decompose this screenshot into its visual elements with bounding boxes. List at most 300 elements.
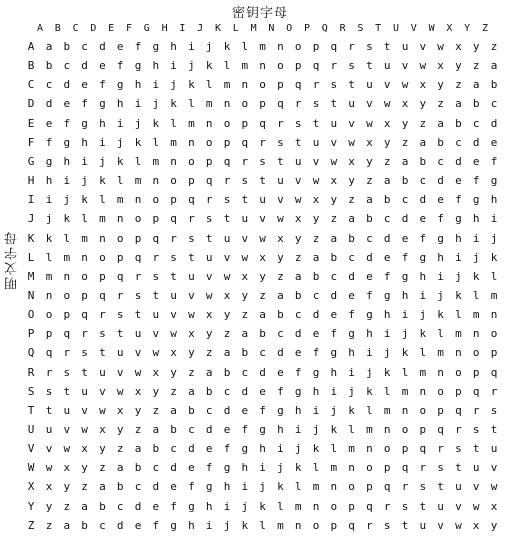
cipher-cell: e: [383, 250, 391, 264]
cipher-cell: r: [259, 135, 266, 149]
cipher-cell: u: [277, 174, 284, 188]
cipher-cell: b: [294, 288, 302, 302]
cipher-cell: f: [437, 212, 444, 226]
cipher-cell: g: [419, 250, 427, 264]
cipher-cell: h: [241, 461, 249, 475]
cipher-cell: d: [152, 480, 160, 494]
cipher-cell: y: [152, 384, 160, 398]
cipher-cell: c: [116, 499, 124, 513]
cipher-cell: w: [81, 423, 88, 436]
cipher-cell: a: [170, 403, 177, 417]
cipher-cell: y: [63, 480, 71, 494]
cipher-cell: i: [294, 423, 302, 436]
cipher-cell: u: [188, 269, 195, 283]
key-letter-i: I: [179, 23, 186, 34]
cipher-cell: c: [152, 461, 160, 475]
cipher-cell: h: [348, 346, 355, 360]
cipher-cell: j: [437, 288, 444, 302]
cipher-cell: y: [170, 365, 177, 379]
cipher-cell: c: [294, 308, 302, 322]
cipher-cell: b: [437, 135, 444, 149]
cipher-cell: c: [383, 212, 391, 226]
cipher-cell: k: [419, 327, 427, 341]
cipher-cell: f: [366, 288, 373, 302]
cipher-cell: g: [134, 59, 142, 73]
cipher-cell: b: [330, 250, 338, 264]
cipher-cell: k: [205, 59, 213, 73]
cipher-cell: u: [472, 461, 480, 475]
cipher-cell: i: [241, 480, 249, 494]
cipher-cell: p: [401, 442, 409, 456]
cipher-cell: f: [383, 269, 391, 283]
cipher-cell: b: [152, 442, 160, 456]
cipher-cell: p: [277, 78, 284, 92]
plain-letter-l: L: [27, 250, 35, 264]
cipher-cell: m: [99, 212, 106, 226]
cipher-cell: m: [294, 499, 302, 513]
cipher-cell: a: [241, 327, 249, 341]
cipher-cell: p: [81, 288, 88, 302]
cipher-cell: q: [330, 40, 338, 53]
cipher-cell: e: [259, 384, 266, 398]
key-letter-t: T: [375, 23, 382, 34]
cipher-cell: n: [205, 116, 213, 130]
cipher-cell: a: [472, 78, 480, 92]
cipher-cell: l: [259, 518, 266, 532]
cipher-cell: v: [45, 442, 53, 456]
cipher-cell: b: [419, 154, 427, 168]
key-letter-v: V: [410, 23, 417, 34]
cipher-cell: h: [277, 423, 284, 436]
cipher-cell: s: [63, 365, 71, 379]
cipher-cell: t: [134, 308, 142, 322]
cipher-cell: n: [241, 78, 249, 92]
cipher-cell: j: [348, 384, 355, 398]
cipher-cell: p: [63, 308, 71, 322]
cipher-cell: b: [259, 327, 266, 341]
cipher-cell: w: [63, 442, 71, 456]
cipher-cell: o: [366, 461, 373, 475]
cipher-cell: c: [223, 384, 231, 398]
cipher-cell: k: [294, 461, 302, 475]
cipher-cell: m: [366, 423, 373, 436]
cipher-cell: g: [99, 97, 106, 111]
cipher-cell: x: [472, 518, 480, 532]
cipher-cell: z: [259, 288, 266, 302]
cipher-cell: x: [241, 269, 249, 283]
cipher-cell: z: [401, 135, 409, 149]
cipher-cell: p: [241, 116, 249, 130]
cipher-cell: a: [294, 269, 302, 283]
cipher-cell: w: [348, 135, 355, 149]
key-letter-e: E: [108, 23, 115, 34]
key-letter-n: N: [268, 23, 275, 34]
cipher-cell: o: [241, 97, 249, 111]
cipher-cell: l: [472, 288, 480, 302]
cipher-cell: t: [223, 212, 231, 226]
key-letter-a: A: [36, 23, 44, 34]
cipher-cell: a: [223, 346, 231, 360]
cipher-cell: w: [170, 327, 177, 341]
cipher-cell: u: [99, 365, 106, 379]
cipher-cell: y: [241, 288, 249, 302]
cipher-cell: a: [348, 212, 355, 226]
cipher-cell: a: [188, 384, 195, 398]
cipher-cell: x: [401, 97, 409, 111]
cipher-cell: j: [45, 212, 53, 226]
cipher-cell: r: [99, 308, 106, 322]
cipher-cell: b: [134, 461, 142, 475]
cipher-cell: u: [366, 78, 373, 92]
cipher-cell: k: [366, 384, 373, 398]
cipher-cell: v: [330, 135, 338, 149]
cipher-cell: u: [205, 250, 213, 264]
cipher-cell: p: [205, 154, 213, 168]
cipher-cell: u: [116, 346, 124, 360]
cipher-cell: t: [455, 461, 462, 475]
cipher-cell: d: [170, 461, 177, 475]
cipher-cell: w: [99, 403, 106, 417]
cipher-cell: p: [99, 269, 106, 283]
cipher-cell: u: [455, 480, 462, 494]
cipher-cell: s: [152, 269, 160, 283]
cipher-cell: r: [134, 269, 142, 283]
cipher-cell: z: [170, 384, 177, 398]
cipher-cell: y: [472, 40, 480, 53]
plain-letter-t: T: [27, 403, 35, 417]
cipher-cell: n: [99, 231, 106, 245]
cipher-cell: t: [63, 384, 71, 398]
cipher-cell: y: [45, 499, 53, 513]
cipher-cell: w: [152, 346, 160, 360]
cipher-cell: e: [223, 423, 231, 436]
cipher-cell: h: [99, 116, 106, 130]
cipher-cell: z: [188, 365, 195, 379]
cipher-cell: p: [134, 231, 142, 245]
cipher-cell: h: [455, 231, 462, 245]
cipher-cell: a: [383, 174, 391, 188]
cipher-cell: r: [472, 403, 480, 417]
cipher-cell: n: [490, 308, 498, 322]
cipher-cell: f: [116, 59, 124, 73]
cipher-cell: j: [99, 154, 106, 168]
cipher-cell: t: [205, 231, 213, 245]
cipher-cell: u: [81, 384, 88, 398]
cipher-cell: m: [383, 403, 391, 417]
cipher-cell: p: [259, 97, 266, 111]
cipher-cell: o: [188, 154, 195, 168]
cipher-cell: e: [330, 308, 338, 322]
cipher-cell: b: [366, 212, 373, 226]
cipher-cell: j: [312, 423, 320, 436]
cipher-cell: p: [383, 461, 391, 475]
cipher-cell: m: [419, 365, 427, 379]
cipher-cell: q: [188, 193, 195, 207]
cipher-cell: n: [152, 174, 160, 188]
cipher-cell: j: [241, 499, 249, 513]
cipher-cell: w: [277, 212, 284, 226]
cipher-cell: g: [330, 346, 338, 360]
cipher-cell: z: [330, 212, 338, 226]
cipher-cell: h: [383, 308, 391, 322]
cipher-cell: f: [134, 40, 142, 53]
cipher-cell: x: [330, 174, 338, 188]
cipher-cell: f: [205, 461, 213, 475]
cipher-cell: h: [401, 288, 409, 302]
cipher-cell: y: [312, 212, 320, 226]
cipher-cell: k: [330, 423, 338, 436]
plain-letter-u: U: [27, 423, 35, 436]
cipher-cell: i: [63, 174, 71, 188]
cipher-cell: d: [205, 423, 213, 436]
cipher-cell: r: [63, 346, 71, 360]
cipher-cell: m: [401, 384, 409, 398]
cipher-cell: b: [383, 193, 391, 207]
cipher-cell: n: [294, 518, 302, 532]
plain-letter-w: W: [27, 461, 35, 475]
cipher-cell: z: [81, 480, 88, 494]
cipher-cell: w: [205, 288, 213, 302]
key-letter-j: J: [197, 23, 204, 34]
cipher-cell: z: [419, 116, 427, 130]
cipher-cell: i: [437, 269, 444, 283]
cipher-cell: y: [348, 174, 355, 188]
cipher-cell: x: [259, 250, 266, 264]
cipher-cell: l: [45, 250, 53, 264]
cipher-cell: s: [134, 288, 142, 302]
cipher-cell: b: [348, 231, 355, 245]
cipher-cell: p: [472, 365, 480, 379]
cipher-cell: f: [348, 308, 355, 322]
cipher-cell: s: [472, 423, 480, 436]
cipher-cell: k: [259, 499, 266, 513]
cipher-cell: d: [223, 403, 231, 417]
cipher-cell: v: [81, 403, 88, 417]
cipher-cell: p: [188, 174, 195, 188]
cipher-cell: i: [223, 499, 231, 513]
cipher-cell: d: [419, 193, 427, 207]
cipher-cell: b: [170, 423, 177, 436]
cipher-cell: w: [223, 269, 231, 283]
cipher-cell: r: [294, 97, 302, 111]
cipher-cell: r: [188, 212, 195, 226]
cipher-cell: w: [312, 174, 320, 188]
cipher-cell: m: [312, 480, 320, 494]
cipher-cell: f: [152, 518, 160, 532]
cipher-cell: y: [134, 403, 142, 417]
cipher-cell: f: [401, 250, 409, 264]
cipher-cell: q: [99, 288, 106, 302]
cipher-cell: k: [81, 193, 88, 207]
cipher-cell: y: [188, 346, 195, 360]
cipher-cell: t: [419, 499, 427, 513]
cipher-cell: d: [401, 212, 409, 226]
cipher-cell: d: [455, 154, 462, 168]
cipher-cell: k: [490, 250, 498, 264]
cipher-cell: m: [116, 193, 124, 207]
cipher-cell: q: [45, 346, 53, 360]
cipher-cell: n: [170, 154, 177, 168]
cipher-cell: j: [223, 518, 231, 532]
cipher-cell: z: [99, 461, 106, 475]
cipher-cell: z: [366, 174, 373, 188]
cipher-cell: w: [455, 518, 462, 532]
cipher-cell: g: [170, 518, 177, 532]
cipher-cell: m: [134, 174, 142, 188]
cipher-cell: e: [348, 288, 355, 302]
cipher-cell: z: [63, 499, 71, 513]
cipher-cell: s: [455, 442, 462, 456]
cipher-cell: h: [312, 384, 320, 398]
cipher-cell: k: [312, 442, 320, 456]
cipher-cell: g: [81, 116, 88, 130]
cipher-cell: s: [401, 499, 409, 513]
cipher-cell: c: [490, 97, 498, 111]
cipher-cell: o: [437, 384, 444, 398]
cipher-cell: p: [437, 403, 444, 417]
cipher-cell: o: [134, 212, 142, 226]
cipher-cell: z: [294, 250, 302, 264]
cipher-cell: h: [205, 499, 213, 513]
cipher-cell: p: [116, 250, 124, 264]
cipher-cell: r: [419, 461, 427, 475]
cipher-cell: y: [205, 327, 213, 341]
cipher-cell: n: [383, 423, 391, 436]
cipher-cell: p: [170, 193, 177, 207]
cipher-cell: h: [490, 193, 498, 207]
cipher-cell: y: [223, 308, 231, 322]
plain-letter-h: H: [27, 174, 35, 188]
cipher-cell: j: [81, 174, 88, 188]
cipher-cell: g: [277, 403, 284, 417]
cipher-cell: x: [490, 499, 498, 513]
cipher-cell: r: [152, 250, 160, 264]
key-letter-s: S: [357, 23, 364, 34]
cipher-cell: f: [170, 499, 177, 513]
cipher-cell: e: [116, 40, 124, 53]
cipher-cell: g: [188, 499, 195, 513]
cipher-cell: m: [455, 327, 462, 341]
cipher-cell: y: [490, 518, 498, 532]
cipher-cell: z: [241, 308, 249, 322]
cipher-cell: o: [45, 308, 53, 322]
cipher-cell: g: [312, 365, 320, 379]
cipher-cell: c: [170, 442, 177, 456]
cipher-cell: x: [116, 403, 124, 417]
key-letter-c: C: [72, 23, 79, 34]
cipher-cell: h: [170, 40, 177, 53]
cipher-cell: u: [437, 499, 444, 513]
cipher-cell: a: [116, 461, 124, 475]
cipher-cell: p: [330, 518, 338, 532]
cipher-cell: z: [348, 193, 355, 207]
cipher-cell: m: [152, 154, 160, 168]
cipher-cell: t: [366, 59, 373, 73]
cipher-cell: n: [455, 346, 462, 360]
cipher-cell: m: [437, 346, 444, 360]
cipher-cell: c: [45, 78, 53, 92]
cipher-cell: u: [241, 212, 249, 226]
cipher-cell: m: [348, 442, 355, 456]
cipher-cell: a: [134, 442, 142, 456]
cipher-cell: j: [170, 78, 177, 92]
cipher-cell: n: [401, 403, 409, 417]
cipher-cell: n: [277, 40, 284, 53]
cipher-cell: x: [383, 116, 391, 130]
cipher-cell: d: [312, 308, 320, 322]
cipher-cell: s: [294, 116, 302, 130]
cipher-cell: f: [188, 480, 195, 494]
cipher-cell: m: [259, 40, 266, 53]
cipher-cell: u: [259, 193, 266, 207]
cipher-cell: d: [348, 269, 355, 283]
plain-letter-e: E: [27, 116, 35, 130]
cipher-cell: q: [294, 78, 302, 92]
cipher-cell: r: [437, 442, 444, 456]
cipher-cell: g: [294, 384, 302, 398]
cipher-cell: j: [277, 461, 284, 475]
cipher-cell: n: [259, 59, 266, 73]
cipher-cell: k: [188, 78, 195, 92]
cipher-cell: o: [223, 116, 231, 130]
cipher-cell: q: [205, 174, 213, 188]
cipher-cell: i: [366, 346, 373, 360]
cipher-cell: l: [81, 212, 88, 226]
cipher-cell: e: [45, 116, 53, 130]
cipher-cell: l: [366, 403, 373, 417]
cipher-cell: s: [188, 231, 195, 245]
cipher-cell: x: [455, 40, 462, 53]
cipher-cell: v: [472, 480, 480, 494]
cipher-cell: o: [472, 346, 480, 360]
cipher-cell: l: [348, 423, 355, 436]
cipher-cell: s: [99, 327, 106, 341]
cipher-cell: f: [312, 346, 320, 360]
cipher-cell: k: [170, 97, 177, 111]
plain-letter-g: G: [27, 154, 35, 168]
cipher-cell: j: [419, 308, 427, 322]
cipher-cell: i: [277, 442, 284, 456]
cipher-cell: e: [437, 193, 444, 207]
cipher-cell: i: [116, 116, 124, 130]
cipher-cell: w: [45, 461, 53, 475]
cipher-cell: v: [348, 116, 355, 130]
cipher-cell: a: [99, 480, 106, 494]
cipher-cell: q: [455, 403, 462, 417]
cipher-cell: r: [45, 365, 53, 379]
key-letter-m: M: [250, 23, 257, 34]
cipher-cell: g: [401, 269, 409, 283]
cipher-cell: e: [99, 59, 106, 73]
cipher-cell: d: [134, 499, 142, 513]
cipher-cell: f: [294, 365, 302, 379]
cipher-cell: p: [312, 40, 320, 53]
cipher-cell: v: [437, 518, 444, 532]
cipher-cell: s: [45, 384, 53, 398]
cipher-cell: q: [490, 365, 498, 379]
cipher-cell: a: [277, 288, 284, 302]
cipher-cell: x: [152, 365, 160, 379]
cipher-cell: p: [223, 135, 231, 149]
cipher-cell: e: [366, 269, 373, 283]
cipher-cell: e: [419, 212, 427, 226]
cipher-cell: n: [45, 288, 53, 302]
cipher-cell: d: [472, 135, 480, 149]
cipher-cell: c: [401, 193, 409, 207]
cipher-cell: f: [63, 116, 71, 130]
cipher-cell: z: [437, 97, 444, 111]
cipher-cell: n: [472, 327, 480, 341]
